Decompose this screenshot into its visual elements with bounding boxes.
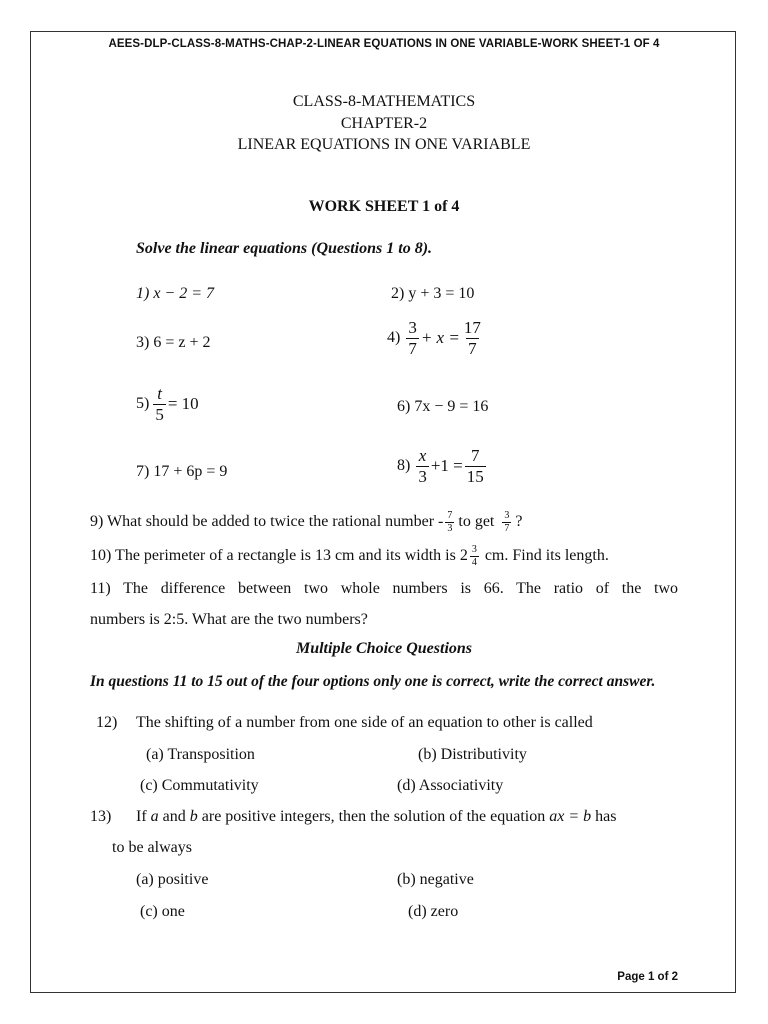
- fraction: [462, 318, 483, 358]
- variable-a: a: [150, 808, 159, 825]
- equation-rhs: = 10: [167, 394, 199, 414]
- question-8: [397, 446, 488, 486]
- option-a: (a) Transposition: [146, 746, 255, 763]
- question-text: If: [136, 808, 147, 825]
- numerator: t: [157, 384, 162, 403]
- numerator: 3: [408, 318, 417, 337]
- fraction: [445, 510, 454, 534]
- question-13-number: 13): [90, 808, 112, 825]
- numerator: 3: [504, 510, 510, 521]
- option-b: (b) negative: [397, 871, 474, 888]
- question-text: cm. Find its length.: [484, 547, 609, 564]
- denominator: 7: [468, 338, 477, 358]
- option-d: (d) zero: [408, 903, 459, 920]
- question-4: [387, 318, 485, 358]
- question-text: are positive integers, then the solution of the equation: [201, 808, 546, 825]
- topic-title: LINEAR EQUATIONS IN ONE VARIABLE: [237, 136, 531, 153]
- question-2: 2) y + 3 = 10: [391, 285, 475, 302]
- numerator: 7: [471, 446, 480, 465]
- fraction: [502, 510, 511, 534]
- question-9: [90, 510, 522, 534]
- question-7: 7) 17 + 6p = 9: [136, 463, 228, 480]
- question-number: 8): [397, 457, 411, 475]
- question-text: 10) The perimeter of a rectangle is 13 cm and its width is 2: [90, 547, 468, 564]
- fraction: [470, 544, 479, 568]
- question-text: and: [162, 808, 186, 825]
- option-b: (b) Distributivity: [418, 746, 527, 763]
- question-text: ?: [515, 513, 523, 530]
- instruction: Solve the linear equations (Questions 1 to 8).: [136, 240, 433, 257]
- option-c: (c) Commutativity: [140, 777, 259, 794]
- denominator: 7: [408, 338, 417, 358]
- numerator: 7: [447, 510, 453, 521]
- question-text: to get: [458, 513, 495, 530]
- question-text: 9) What should be added to twice the rational number -: [90, 513, 444, 530]
- numerator: 17: [463, 318, 481, 337]
- question-13-line-2: to be always: [112, 839, 192, 856]
- equation-middle: + x =: [420, 328, 460, 348]
- question-5: [136, 384, 199, 424]
- question-10: [90, 544, 609, 568]
- option-c: (c) one: [140, 903, 185, 920]
- denominator: 5: [155, 404, 164, 424]
- variable-b: b: [189, 808, 198, 825]
- option-d: (d) Associativity: [397, 777, 504, 794]
- fraction: [406, 318, 419, 358]
- question-6: 6) 7x − 9 = 16: [397, 398, 489, 415]
- question-text: has: [595, 808, 617, 825]
- question-11-line-1: 11) The difference between two whole numbers is 66. The ratio of the two: [90, 580, 678, 597]
- document-header: AEES-DLP-CLASS-8-MATHS-CHAP-2-LINEAR EQUATIONS IN ONE VARIABLE-WORK SHEET-1 OF 4: [108, 38, 660, 50]
- denominator: 7: [504, 522, 510, 534]
- fraction: [416, 446, 429, 486]
- question-12-number: 12): [96, 714, 118, 731]
- question-3: 3) 6 = z + 2: [136, 334, 211, 351]
- question-number: 5): [136, 395, 150, 413]
- fraction: [465, 446, 486, 486]
- class-title: CLASS-8-MATHEMATICS: [292, 93, 476, 110]
- equation: ax = b: [549, 808, 592, 825]
- denominator: 4: [471, 556, 477, 568]
- question-number: 4): [387, 329, 401, 347]
- numerator: 3: [471, 544, 477, 555]
- chapter-title: CHAPTER-2: [340, 115, 428, 132]
- option-a: (a) positive: [136, 871, 209, 888]
- mcq-heading: Multiple Choice Questions: [295, 640, 473, 657]
- question-11-line-2: numbers is 2:5. What are the two numbers?: [90, 611, 368, 628]
- mcq-instruction: In questions 11 to 15 out of the four options only one is correct, write the correct answer.: [90, 673, 656, 690]
- equation-middle: +1 =: [430, 456, 463, 476]
- question-1: 1) x − 2 = 7: [136, 285, 215, 302]
- question-13-text: [136, 808, 616, 826]
- worksheet-title: WORK SHEET 1 of 4: [308, 198, 460, 215]
- question-12-text: The shifting of a number from one side of an equation to other is called: [136, 714, 593, 731]
- numerator: x: [418, 446, 427, 465]
- denominator: 3: [418, 466, 427, 486]
- denominator: 3: [447, 522, 453, 534]
- fraction: [153, 384, 166, 424]
- denominator: 15: [466, 466, 484, 486]
- page-number: Page 1 of 2: [617, 971, 678, 983]
